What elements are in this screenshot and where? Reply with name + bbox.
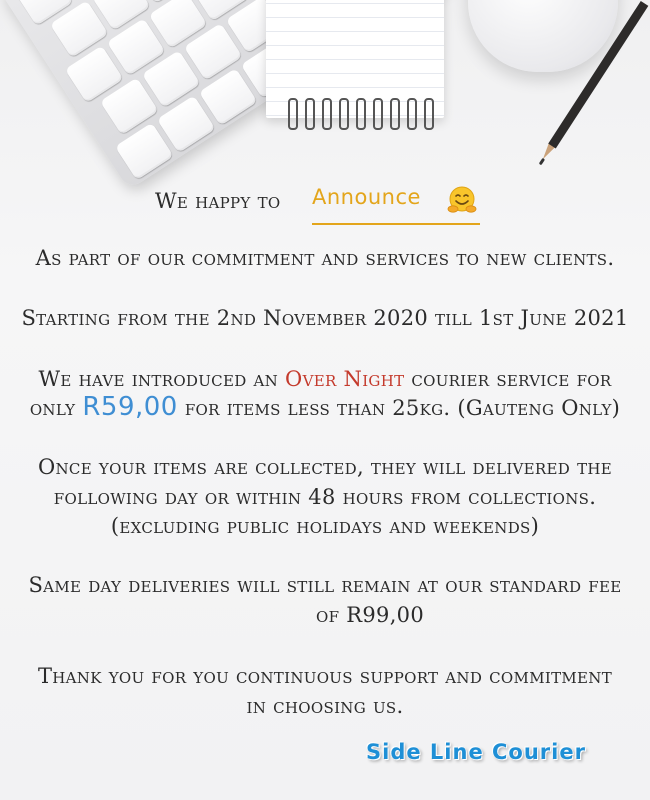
heading-highlight: Announce bbox=[312, 185, 421, 209]
overnight-text-b: courier service for bbox=[404, 367, 612, 391]
price-text-suffix: for items less than 25kg. (Gauteng Only) bbox=[177, 396, 621, 420]
overnight-price: R59,00 bbox=[82, 392, 178, 422]
text-line-commitment: As part of our commitment and services to new clients. bbox=[35, 246, 615, 270]
price-text-prefix: only bbox=[29, 396, 83, 420]
ring-icon bbox=[407, 98, 417, 130]
ring-icon bbox=[373, 98, 383, 130]
ring-icon bbox=[305, 98, 315, 130]
ring-icon bbox=[322, 98, 332, 130]
ring-icon bbox=[288, 98, 298, 130]
heading-prefix: We happy to bbox=[155, 189, 281, 213]
text-line-sameday-2: of R99,00 bbox=[315, 603, 424, 627]
notepad-rings bbox=[280, 98, 440, 132]
announcement-heading bbox=[0, 183, 650, 223]
text-line-dates: Starting from the 2nd November 2020 till 1st June 2021 bbox=[21, 306, 629, 330]
brand-name: Side Line Courier bbox=[366, 740, 586, 764]
hugging-face-emoji-icon bbox=[447, 185, 477, 215]
overnight-text-a: We have introduced an bbox=[38, 367, 286, 391]
ring-icon bbox=[390, 98, 400, 130]
text-line-collection-3: (excluding public holidays and weekends) bbox=[110, 514, 540, 538]
text-line-collection-2: following day or within 48 hours from collections. bbox=[53, 485, 597, 509]
ring-icon bbox=[424, 98, 434, 130]
text-line-price bbox=[0, 392, 650, 422]
heading-underline bbox=[312, 223, 480, 225]
text-line-thanks-2: in choosing us. bbox=[246, 694, 404, 718]
text-line-sameday-1: Same day deliveries will still remain at our standard fee bbox=[28, 573, 622, 597]
mouse-illustration bbox=[468, 0, 618, 72]
text-line-collection-1: Once your items are collected, they will delivered the bbox=[37, 455, 613, 479]
text-line-thanks-1: Thank you for you continuous support and commitment bbox=[37, 664, 613, 688]
text-line-overnight bbox=[0, 367, 650, 391]
ring-icon bbox=[339, 98, 349, 130]
overnight-highlight: Over Night bbox=[285, 367, 405, 391]
ring-icon bbox=[356, 98, 366, 130]
